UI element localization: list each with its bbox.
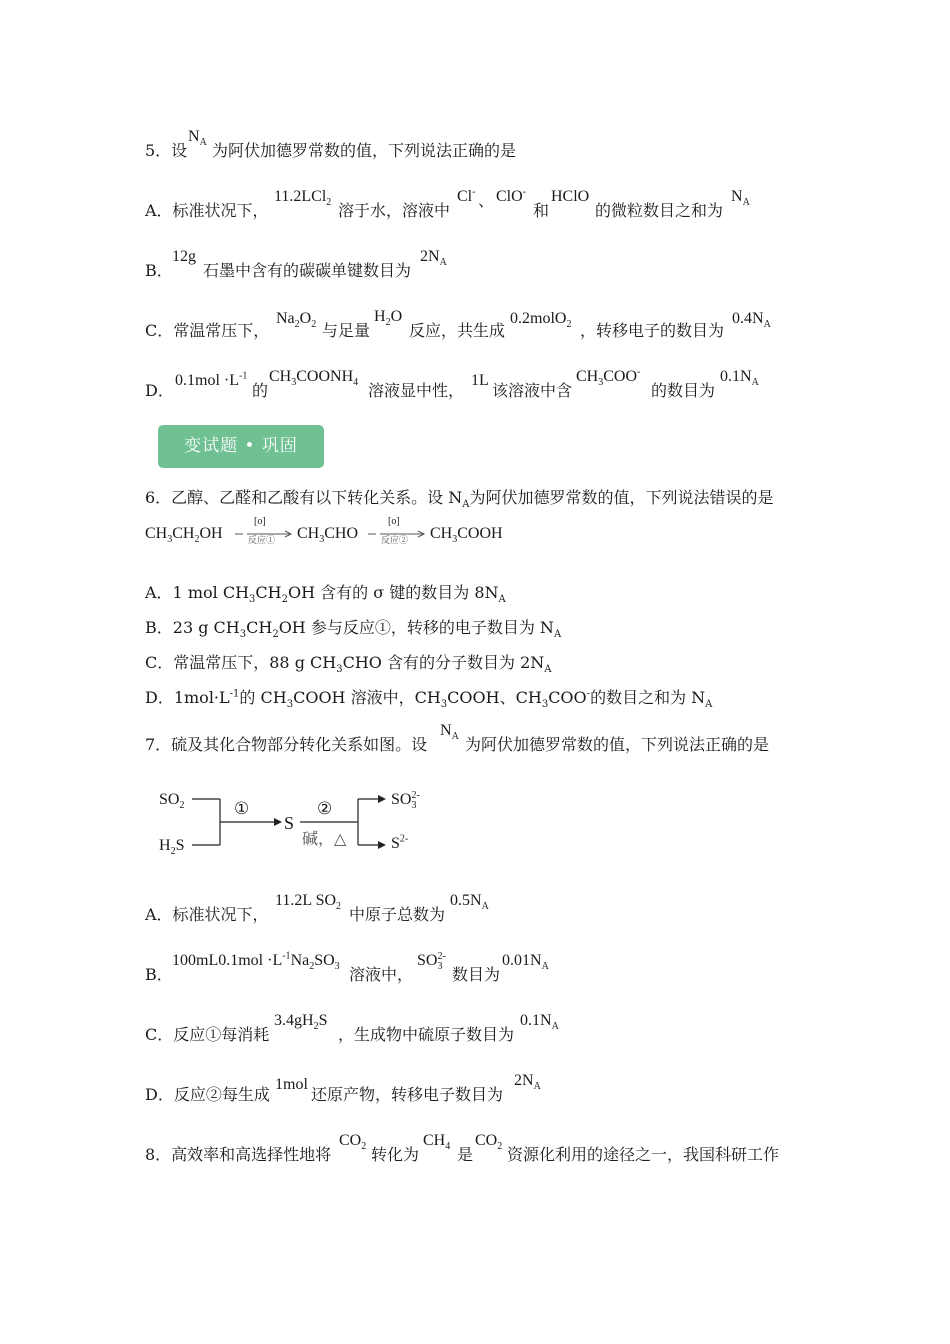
option-text: 还原产物，转移电子数目为 — [311, 1085, 504, 1104]
q6-option-c[interactable] — [0, 652, 950, 682]
acetic-acid-formula: $CH_3COOH$ — [430, 525, 503, 546]
formula: Cl- — [457, 186, 476, 205]
step-1-label: ① — [234, 799, 250, 819]
option-label: A．标准状况下， — [145, 905, 269, 924]
formula: $0.1N_A$ — [720, 368, 759, 389]
formula: $Na_2O_2$ — [276, 310, 317, 331]
option-label: B． — [145, 965, 173, 984]
q5-option-a[interactable] — [0, 188, 950, 218]
ethanol-formula: $CH_3CH_2OH$ — [145, 525, 223, 546]
option-text: 的数目为 — [651, 381, 716, 400]
q7-sulfur-diagram — [150, 782, 440, 862]
formula: $CO_2$ — [339, 1132, 367, 1153]
arrow-label-top: [o] — [254, 516, 266, 527]
q8-stem — [0, 1132, 950, 1162]
option-text: 该溶液中含 — [492, 381, 573, 400]
variant-banner: 变试题 • 巩固 — [158, 425, 324, 468]
option-text: C．常温常压下，88 g $CH_3CHO$ 含有的分子数目为 $2N_A$ — [145, 653, 552, 676]
formula: 1L — [471, 372, 489, 389]
formula: $SO_3^{2-}$ — [417, 950, 446, 973]
formula: $3.4gH_2S$ — [274, 1012, 328, 1033]
option-text: 数目为 — [452, 965, 501, 984]
formula: 12g — [172, 248, 196, 265]
formula: 0.2molO$_2$ — [510, 310, 572, 331]
formula: $0.1mol \cdot L^{-1}$ — [175, 370, 248, 389]
option-text: 、 — [478, 191, 495, 210]
formula: $CH_3COONH_4$ — [269, 368, 359, 389]
formula: $0.1N_A$ — [520, 1012, 559, 1033]
formula: 11.2LCl$_2$ — [274, 188, 332, 209]
q6-reaction-scheme — [0, 515, 950, 551]
q7-option-d[interactable] — [0, 1072, 950, 1102]
q5-stem — [0, 128, 950, 158]
stem-text: 为阿伏加德罗常数的值，下列说法正确的是 — [465, 735, 770, 754]
formula: HClO — [551, 188, 590, 205]
option-text: 的 — [252, 381, 269, 400]
q7-option-b[interactable] — [0, 952, 950, 982]
q6-option-a[interactable] — [0, 582, 950, 612]
option-text: ，生成物中硫原子数目为 — [338, 1025, 515, 1044]
stem-text: 是 — [457, 1145, 474, 1164]
formula: $0.4N_A$ — [732, 310, 771, 331]
stem-text: 6．乙醇、乙醛和乙酸有以下转化关系。设 $N_A$为阿伏加德罗常数的值，下列说法错误的是 — [145, 488, 774, 511]
formula-na: $N_A$ — [188, 128, 207, 149]
option-label: C．常温常压下， — [145, 321, 270, 340]
option-label: D． — [145, 381, 174, 400]
arrow-label-bottom: 反应② — [381, 536, 409, 546]
formula: 11.2L $SO_2$ — [275, 892, 342, 913]
q6-option-d[interactable] — [0, 687, 950, 717]
option-text: D．$1mol\cdot L^{-1}$的 $CH_3COOH$ 溶液中，$CH_3COOH$、$CH_3COO^-$的数目之和为 $N_A$ — [145, 688, 713, 711]
option-text: 溶于水，溶液中 — [338, 201, 451, 220]
q7-stem — [0, 722, 950, 752]
q6-stem — [0, 487, 950, 517]
option-text: 中原子总数为 — [349, 905, 446, 924]
formula: $CO_2$ — [475, 1132, 503, 1153]
condition-label: 碱，△ — [302, 829, 347, 848]
sulfide-label: $S^{2-}$ — [391, 833, 409, 852]
h2s-label: $H_2S$ — [159, 837, 185, 858]
q7-option-a[interactable] — [0, 892, 950, 922]
formula: $0.01N_A$ — [502, 952, 549, 973]
option-label: A．标准状况下， — [145, 201, 269, 220]
stem-text: 为阿伏加德罗常数的值，下列说法正确的是 — [212, 141, 517, 160]
option-text: 反应，共生成 — [409, 321, 506, 340]
formula: $2N_A$ — [514, 1072, 541, 1093]
stem-text: 转化为 — [371, 1145, 420, 1164]
option-text: 溶液显中性， — [368, 381, 465, 400]
formula: $CH_3COO^-$ — [576, 366, 641, 389]
step-2-label: ② — [317, 799, 333, 819]
q5-option-b[interactable] — [0, 248, 950, 278]
formula: $N_A$ — [731, 188, 750, 209]
option-text: 溶液中， — [349, 965, 414, 984]
formula: $2N_A$ — [420, 248, 447, 269]
formula: $CH_4$ — [423, 1132, 451, 1153]
so2-label: $SO_2$ — [159, 791, 185, 812]
formula: $100mL0.1mol \cdot L^{-1}Na_2SO_3$ — [172, 950, 340, 973]
sulfur-label: S — [284, 813, 295, 833]
option-label: D．反应②每生成 — [145, 1085, 270, 1104]
option-label: C．反应①每消耗 — [145, 1025, 270, 1044]
option-text: ，转移电子的数目为 — [580, 321, 725, 340]
question-number: 5．设 — [145, 141, 188, 160]
q5-option-c[interactable] — [0, 308, 950, 338]
formula: 1mol — [275, 1076, 308, 1093]
stem-text: 资源化利用的途径之一，我国科研工作 — [507, 1145, 780, 1164]
option-text: B．23 g $CH_3CH_2OH$ 参与反应①，转移的电子数目为 $N_A$ — [145, 618, 562, 641]
stem-text: 8．高效率和高选择性地将 — [145, 1145, 332, 1164]
formula: $0.5N_A$ — [450, 892, 489, 913]
formula-na: $N_A$ — [440, 722, 459, 743]
arrow-label-bottom: 反应① — [248, 536, 276, 546]
q7-option-c[interactable] — [0, 1012, 950, 1042]
formula: $H_2O$ — [374, 308, 403, 329]
sulfite-label: $SO_3^{2-}$ — [391, 789, 420, 812]
acetaldehyde-formula: $CH_3CHO$ — [297, 525, 359, 546]
option-text: 与足量 — [322, 321, 371, 340]
option-text: 和 — [533, 201, 550, 220]
option-text: 石墨中含有的碳碳单键数目为 — [203, 261, 412, 280]
option-label: B． — [145, 261, 173, 280]
stem-text: 7．硫及其化合物部分转化关系如图。设 — [145, 735, 428, 754]
option-text: 的微粒数目之和为 — [595, 201, 724, 220]
option-text: A．1 mol $CH_3CH_2OH$ 含有的 σ 键的数目为 $8N_A$ — [145, 583, 506, 606]
q5-option-d[interactable] — [0, 368, 950, 398]
q6-option-b[interactable] — [0, 617, 950, 647]
arrow-label-top: [o] — [388, 516, 400, 527]
formula: ClO- — [496, 186, 527, 205]
